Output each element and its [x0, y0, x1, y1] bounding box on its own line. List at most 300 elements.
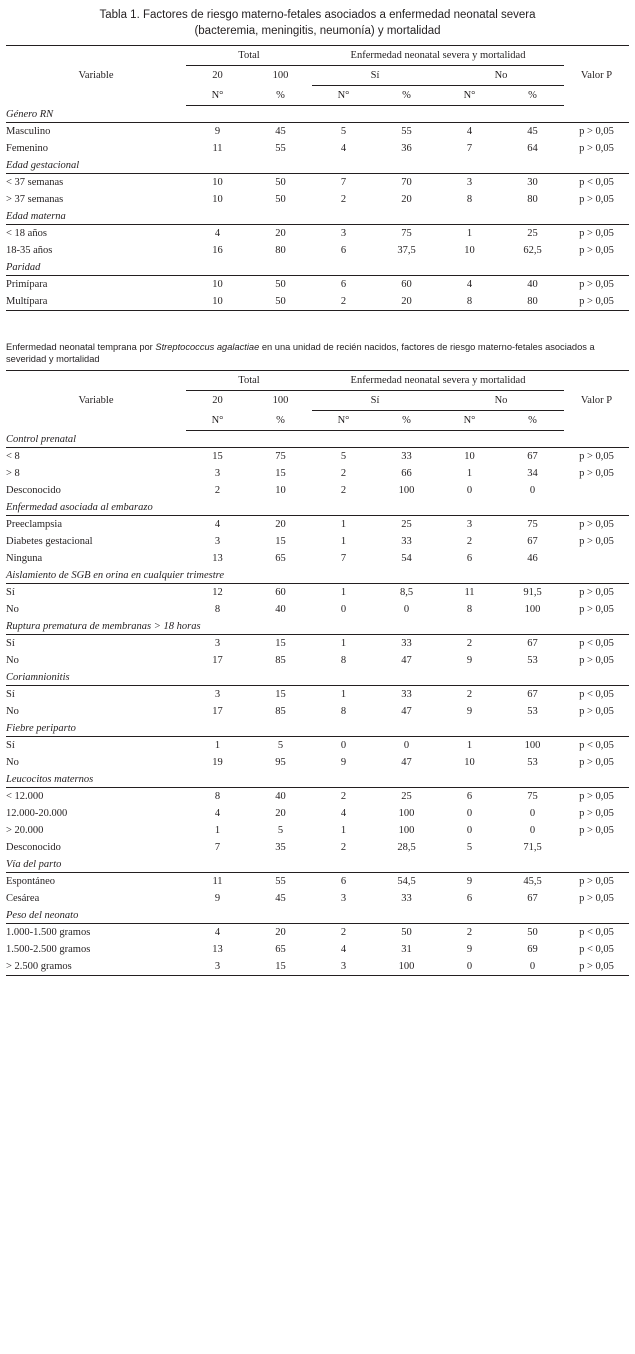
- cell-no-pct: 0: [529, 808, 536, 820]
- cell-no-n: 9: [466, 876, 473, 888]
- group-label: Género RN: [6, 106, 629, 123]
- cell-no-pct: 67: [527, 451, 538, 463]
- cell-total-n: 4: [214, 927, 221, 939]
- cell-total-n: 9: [214, 126, 221, 138]
- cell-total-n: 12: [212, 587, 223, 599]
- cell-si-pct: 0: [403, 740, 410, 752]
- row-label: Desconocido: [6, 485, 61, 497]
- cell-pvalue: p < 0,05: [579, 689, 614, 701]
- row-label: No: [6, 655, 19, 667]
- cell-pvalue: p > 0,05: [579, 825, 614, 837]
- cell-total-pct: 15: [275, 638, 286, 650]
- cell-total-pct: 80: [275, 245, 286, 257]
- cell-no-n: 2: [466, 927, 473, 939]
- cell-total-n: 10: [212, 194, 223, 206]
- cell-si-pct: 55: [401, 126, 412, 138]
- row-label: Diabetes gestacional: [6, 536, 93, 548]
- cell-no-n: 9: [466, 655, 473, 667]
- header-n: N°: [438, 411, 501, 431]
- row-label: Sí: [6, 638, 15, 650]
- group-row: [6, 856, 629, 873]
- cell-si-pct: 47: [401, 757, 412, 769]
- cell-no-n: 6: [466, 893, 473, 905]
- cell-no-n: 2: [466, 536, 473, 548]
- header-n: N°: [186, 86, 249, 106]
- group-row: [6, 907, 629, 924]
- table-row: [6, 737, 629, 755]
- header-si: Sí: [312, 391, 438, 411]
- cell-no-pct: 30: [527, 177, 538, 189]
- cell-si-n: 8: [340, 655, 347, 667]
- group-row: [6, 771, 629, 788]
- group-row: [6, 567, 629, 584]
- cell-si-pct: 33: [401, 893, 412, 905]
- group-row: [6, 499, 629, 516]
- cell-no-pct: 0: [529, 485, 536, 497]
- table-row: [6, 465, 629, 482]
- row-label: Sí: [6, 587, 15, 599]
- header-severity: Enfermedad neonatal severa y mortalidad: [312, 46, 564, 66]
- cell-si-pct: 33: [401, 638, 412, 650]
- cell-total-n: 15: [212, 451, 223, 463]
- table-row: [6, 958, 629, 976]
- row-label: No: [6, 706, 19, 718]
- cell-total-pct: 50: [275, 194, 286, 206]
- cell-pvalue: p > 0,05: [579, 194, 614, 206]
- table-row: [6, 448, 629, 466]
- table-row: [6, 652, 629, 669]
- group-label: Peso del neonato: [6, 907, 629, 924]
- cell-si-pct: 25: [401, 791, 412, 803]
- cell-no-pct: 46: [527, 553, 538, 565]
- cell-pvalue: p > 0,05: [579, 791, 614, 803]
- cell-total-pct: 60: [275, 587, 286, 599]
- table-row: [6, 140, 629, 157]
- cell-si-n: 7: [340, 177, 347, 189]
- group-label: Leucocitos maternos: [6, 771, 629, 788]
- row-label: Primípara: [6, 279, 48, 291]
- header-total-pct: 100: [272, 395, 289, 407]
- table2-caption-species: Streptococcus agalactiae: [155, 342, 260, 353]
- table-row: [6, 635, 629, 653]
- table-row: [6, 191, 629, 208]
- cell-no-n: 9: [466, 944, 473, 956]
- cell-si-pct: 54,5: [397, 876, 416, 888]
- group-label: Fiebre periparto: [6, 720, 629, 737]
- cell-no-pct: 64: [527, 143, 538, 155]
- cell-si-pct: 47: [401, 655, 412, 667]
- group-label: Aislamiento de SGB en orina en cualquier trimestre: [6, 567, 629, 584]
- table-row: [6, 123, 629, 141]
- header-pct: %: [249, 411, 312, 431]
- table-gap: [6, 311, 629, 341]
- header-n: N°: [438, 86, 501, 106]
- cell-pvalue: p > 0,05: [579, 126, 614, 138]
- cell-no-pct: 45: [527, 126, 538, 138]
- cell-no-n: 11: [464, 587, 475, 599]
- cell-no-pct: 75: [527, 519, 538, 531]
- header-variable: Variable: [6, 46, 186, 106]
- cell-no-pct: 100: [524, 740, 541, 752]
- header-n: N°: [186, 411, 249, 431]
- row-label: Masculino: [6, 126, 51, 138]
- cell-si-n: 0: [340, 740, 347, 752]
- cell-no-pct: 91,5: [523, 587, 542, 599]
- cell-total-pct: 50: [275, 296, 286, 308]
- cell-total-pct: 10: [275, 485, 286, 497]
- cell-no-pct: 34: [527, 468, 538, 480]
- cell-si-n: 1: [340, 519, 347, 531]
- cell-no-pct: 71,5: [523, 842, 542, 854]
- row-label: No: [6, 604, 19, 616]
- group-row: [6, 106, 629, 123]
- cell-pvalue: p < 0,05: [579, 944, 614, 956]
- group-label: Coriamnionitis: [6, 669, 629, 686]
- group-label: Edad materna: [6, 208, 629, 225]
- cell-total-n: 7: [214, 842, 221, 854]
- group-row: [6, 720, 629, 737]
- cell-total-n: 3: [214, 536, 221, 548]
- row-label: Ninguna: [6, 553, 43, 565]
- row-label: 12.000-20.000: [6, 808, 68, 820]
- header-severity: Enfermedad neonatal severa y mortalidad: [312, 371, 564, 391]
- cell-pvalue: p > 0,05: [579, 587, 614, 599]
- header-si: Sí: [312, 66, 438, 86]
- table-row: [6, 550, 629, 567]
- table-row: [6, 242, 629, 259]
- table1-title-line2: (bacteremia, meningitis, neumonía) y mortalidad: [194, 24, 441, 37]
- row-label: < 12.000: [6, 791, 44, 803]
- group-label: Edad gestacional: [6, 157, 629, 174]
- cell-no-pct: 62,5: [523, 245, 542, 257]
- cell-no-n: 5: [466, 842, 473, 854]
- row-label: 18-35 años: [6, 245, 53, 257]
- cell-pvalue: p > 0,05: [579, 604, 614, 616]
- cell-si-pct: 50: [401, 927, 412, 939]
- table2-caption: [6, 341, 629, 365]
- cell-total-n: 19: [212, 757, 223, 769]
- cell-si-pct: 36: [401, 143, 412, 155]
- cell-si-n: 2: [340, 842, 347, 854]
- cell-pvalue: p > 0,05: [579, 536, 614, 548]
- cell-total-pct: 85: [275, 655, 286, 667]
- cell-no-n: 0: [466, 485, 473, 497]
- cell-pvalue: p > 0,05: [579, 228, 614, 240]
- row-label: Multípara: [6, 296, 48, 308]
- cell-no-pct: 80: [527, 296, 538, 308]
- cell-no-n: 1: [466, 740, 473, 752]
- cell-no-n: 10: [464, 245, 475, 257]
- cell-total-pct: 5: [277, 740, 284, 752]
- row-label: Preeclampsia: [6, 519, 62, 531]
- table-row: [6, 788, 629, 806]
- cell-pvalue: p > 0,05: [579, 876, 614, 888]
- header-total: Total: [186, 46, 312, 66]
- cell-si-n: 2: [340, 791, 347, 803]
- cell-total-pct: 50: [275, 177, 286, 189]
- cell-pvalue: [564, 839, 629, 856]
- row-label: Desconocido: [6, 842, 61, 854]
- header-total-n: 20: [212, 395, 223, 407]
- header-pvalue: Valor P: [564, 371, 629, 431]
- table-row: [6, 873, 629, 891]
- cell-no-n: 0: [466, 808, 473, 820]
- cell-no-pct: 0: [529, 825, 536, 837]
- cell-si-n: 3: [340, 961, 347, 973]
- row-label: < 8: [6, 451, 20, 463]
- cell-total-n: 3: [214, 468, 221, 480]
- cell-si-n: 1: [340, 587, 347, 599]
- row-label: > 8: [6, 468, 20, 480]
- table1: [6, 45, 629, 311]
- table-row: [6, 890, 629, 907]
- cell-total-n: 3: [214, 689, 221, 701]
- row-label: Sí: [6, 740, 15, 752]
- table-row: [6, 686, 629, 704]
- cell-pvalue: p > 0,05: [579, 296, 614, 308]
- cell-total-n: 10: [212, 296, 223, 308]
- group-label: Control prenatal: [6, 431, 629, 448]
- row-label: 1.500-2.500 gramos: [6, 944, 91, 956]
- cell-no-n: 9: [466, 706, 473, 718]
- header-n: N°: [312, 411, 375, 431]
- cell-total-n: 4: [214, 228, 221, 240]
- table2-caption-pre: Enfermedad neonatal temprana por: [6, 342, 156, 353]
- cell-si-n: 9: [340, 757, 347, 769]
- group-row: [6, 208, 629, 225]
- row-label: > 37 semanas: [6, 194, 64, 206]
- cell-si-pct: 75: [401, 228, 412, 240]
- table1-title: [6, 8, 629, 39]
- table-row: [6, 293, 629, 311]
- group-row: [6, 259, 629, 276]
- cell-si-n: 1: [340, 536, 347, 548]
- table-row: [6, 533, 629, 550]
- table-row: [6, 174, 629, 192]
- header-pct: %: [375, 86, 438, 106]
- row-label: > 2.500 gramos: [6, 961, 72, 973]
- cell-si-pct: 0: [403, 604, 410, 616]
- row-label: < 18 años: [6, 228, 47, 240]
- header-row-1: [6, 46, 629, 66]
- cell-no-pct: 45,5: [523, 876, 542, 888]
- cell-no-n: 1: [466, 228, 473, 240]
- cell-total-n: 4: [214, 808, 221, 820]
- row-label: 1.000-1.500 gramos: [6, 927, 91, 939]
- cell-pvalue: p > 0,05: [579, 893, 614, 905]
- header-total-pct: 100: [272, 70, 289, 82]
- cell-total-n: 13: [212, 553, 223, 565]
- row-label: Cesárea: [6, 893, 40, 905]
- cell-si-pct: 100: [398, 961, 415, 973]
- table-row: [6, 516, 629, 534]
- cell-no-pct: 50: [527, 927, 538, 939]
- cell-si-n: 3: [340, 893, 347, 905]
- cell-no-pct: 100: [524, 604, 541, 616]
- cell-total-pct: 75: [275, 451, 286, 463]
- cell-no-n: 3: [466, 177, 473, 189]
- cell-si-pct: 100: [398, 825, 415, 837]
- cell-no-n: 6: [466, 553, 473, 565]
- cell-no-pct: 75: [527, 791, 538, 803]
- header-no: No: [438, 66, 564, 86]
- cell-total-n: 17: [212, 706, 223, 718]
- cell-si-n: 8: [340, 706, 347, 718]
- cell-si-n: 3: [340, 228, 347, 240]
- cell-total-n: 8: [214, 604, 221, 616]
- header-no: No: [438, 391, 564, 411]
- cell-si-pct: 47: [401, 706, 412, 718]
- cell-pvalue: p > 0,05: [579, 279, 614, 291]
- cell-no-n: 10: [464, 757, 475, 769]
- cell-no-pct: 67: [527, 638, 538, 650]
- cell-total-n: 16: [212, 245, 223, 257]
- cell-si-n: 2: [340, 194, 347, 206]
- table2-body: [6, 431, 629, 977]
- cell-si-pct: 54: [401, 553, 412, 565]
- cell-no-n: 6: [466, 791, 473, 803]
- cell-total-n: 17: [212, 655, 223, 667]
- cell-si-pct: 33: [401, 451, 412, 463]
- group-row: [6, 431, 629, 448]
- cell-no-pct: 67: [527, 536, 538, 548]
- cell-si-pct: 20: [401, 296, 412, 308]
- cell-pvalue: p < 0,05: [579, 927, 614, 939]
- cell-si-pct: 20: [401, 194, 412, 206]
- cell-total-pct: 15: [275, 961, 286, 973]
- group-label: Vía del parto: [6, 856, 629, 873]
- cell-total-pct: 15: [275, 468, 286, 480]
- table-row: [6, 601, 629, 618]
- table-row: [6, 754, 629, 771]
- cell-si-n: 6: [340, 279, 347, 291]
- row-label: > 20.000: [6, 825, 44, 837]
- cell-total-n: 3: [214, 961, 221, 973]
- header-row-1: [6, 371, 629, 391]
- cell-pvalue: p > 0,05: [579, 245, 614, 257]
- table2: [6, 370, 629, 976]
- cell-no-n: 8: [466, 604, 473, 616]
- cell-no-pct: 53: [527, 655, 538, 667]
- header-pct: %: [501, 411, 564, 431]
- header-pct: %: [375, 411, 438, 431]
- header-pct: %: [501, 86, 564, 106]
- table-row: [6, 941, 629, 958]
- cell-si-n: 2: [340, 927, 347, 939]
- cell-total-pct: 15: [275, 689, 286, 701]
- cell-no-pct: 67: [527, 689, 538, 701]
- cell-pvalue: p > 0,05: [579, 655, 614, 667]
- cell-pvalue: p > 0,05: [579, 451, 614, 463]
- row-label: Sí: [6, 689, 15, 701]
- table-row: [6, 839, 629, 856]
- cell-si-n: 1: [340, 689, 347, 701]
- cell-no-n: 3: [466, 519, 473, 531]
- cell-si-pct: 33: [401, 536, 412, 548]
- table1-title-line1: Tabla 1. Factores de riesgo materno-fetales asociados a enfermedad neonatal severa: [99, 9, 536, 21]
- cell-pvalue: p < 0,05: [579, 177, 614, 189]
- cell-si-pct: 8,5: [399, 587, 414, 599]
- row-label: < 37 semanas: [6, 177, 64, 189]
- cell-total-pct: 20: [275, 808, 286, 820]
- cell-total-pct: 85: [275, 706, 286, 718]
- table-bottom-rule: [6, 976, 629, 977]
- cell-si-n: 1: [340, 638, 347, 650]
- cell-si-n: 6: [340, 245, 347, 257]
- cell-si-pct: 33: [401, 689, 412, 701]
- cell-si-n: 4: [340, 808, 347, 820]
- header-n: N°: [312, 86, 375, 106]
- cell-si-pct: 25: [401, 519, 412, 531]
- cell-total-n: 11: [212, 876, 223, 888]
- group-row: [6, 669, 629, 686]
- cell-total-pct: 65: [275, 553, 286, 565]
- cell-total-n: 10: [212, 279, 223, 291]
- cell-si-n: 5: [340, 451, 347, 463]
- table-row: [6, 482, 629, 499]
- cell-total-pct: 20: [275, 519, 286, 531]
- cell-total-pct: 40: [275, 791, 286, 803]
- table2-caption-post: en una unidad de recién nacidos, factores de riesgo materno-fetales asociados a severidad y mortalidad: [6, 342, 595, 365]
- table1-body: [6, 106, 629, 312]
- cell-no-n: 1: [466, 468, 473, 480]
- cell-total-pct: 5: [277, 825, 284, 837]
- cell-pvalue: p > 0,05: [579, 468, 614, 480]
- cell-pvalue: p < 0,05: [579, 740, 614, 752]
- cell-si-pct: 28,5: [397, 842, 416, 854]
- cell-no-pct: 69: [527, 944, 538, 956]
- cell-si-pct: 60: [401, 279, 412, 291]
- cell-no-n: 0: [466, 825, 473, 837]
- cell-total-pct: 50: [275, 279, 286, 291]
- cell-si-n: 7: [340, 553, 347, 565]
- cell-no-n: 8: [466, 194, 473, 206]
- cell-si-n: 5: [340, 126, 347, 138]
- cell-pvalue: p > 0,05: [579, 519, 614, 531]
- cell-no-n: 2: [466, 689, 473, 701]
- cell-pvalue: p < 0,05: [579, 638, 614, 650]
- cell-total-n: 8: [214, 791, 221, 803]
- cell-total-pct: 55: [275, 876, 286, 888]
- header-total: Total: [186, 371, 312, 391]
- header-pct: %: [249, 86, 312, 106]
- cell-total-pct: 45: [275, 893, 286, 905]
- group-label: Paridad: [6, 259, 629, 276]
- cell-si-pct: 100: [398, 808, 415, 820]
- cell-total-pct: 65: [275, 944, 286, 956]
- cell-pvalue: p > 0,05: [579, 961, 614, 973]
- cell-total-n: 4: [214, 519, 221, 531]
- group-row: [6, 157, 629, 174]
- row-label: Femenino: [6, 143, 48, 155]
- cell-total-n: 13: [212, 944, 223, 956]
- cell-si-n: 2: [340, 296, 347, 308]
- cell-si-n: 2: [340, 468, 347, 480]
- group-label: Enfermedad asociada al embarazo: [6, 499, 629, 516]
- table-row: [6, 805, 629, 822]
- cell-total-pct: 20: [275, 927, 286, 939]
- cell-no-n: 4: [466, 279, 473, 291]
- cell-pvalue: p > 0,05: [579, 757, 614, 769]
- cell-total-pct: 40: [275, 604, 286, 616]
- cell-no-pct: 53: [527, 757, 538, 769]
- cell-total-n: 10: [212, 177, 223, 189]
- cell-total-pct: 15: [275, 536, 286, 548]
- cell-si-n: 0: [340, 604, 347, 616]
- cell-pvalue: p > 0,05: [579, 143, 614, 155]
- group-row: [6, 618, 629, 635]
- table-row: [6, 822, 629, 839]
